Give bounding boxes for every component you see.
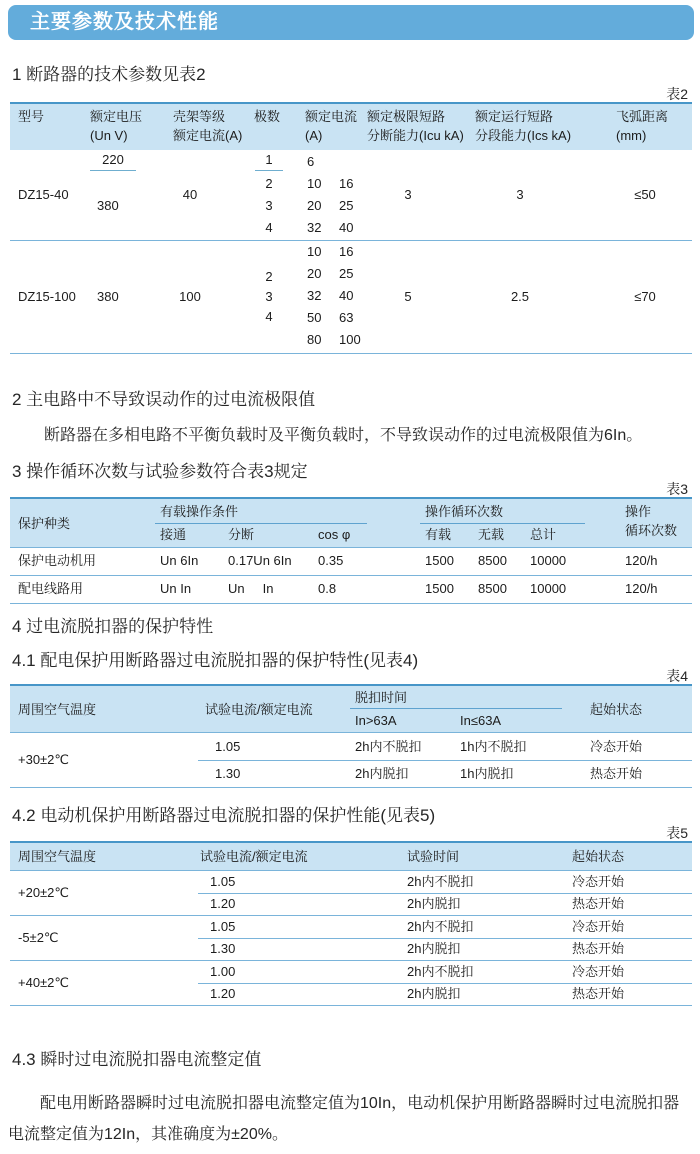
cell-icu: 5 [404,289,412,304]
cell: 冷态开始 [572,964,625,979]
cell: Un In [160,581,192,596]
sub-header-break: 分断 [228,527,255,542]
col-header-type: 保护种类 [18,516,71,531]
col-header-state: 起始状态 [590,702,643,717]
cell-current: 16 [339,176,354,191]
cell-current: 32 [307,220,322,235]
table-3-row [10,576,692,603]
table-3 [10,497,692,604]
section-4-3-heading: 4.3 瞬时过电流脱扣器电流整定值 [12,1050,262,1069]
table-2-row-dz15-40 [10,150,692,240]
cell: 1.00 [210,964,236,979]
cell-current: 10 [307,244,322,259]
col-header-temp: 周围空气温度 [18,849,97,864]
cell: 1500 [425,553,454,568]
cell-current: 40 [339,220,354,235]
cell: 冷态开始 [572,919,625,934]
cell-current: 10 [307,176,322,191]
sub-header-noload: 无载 [478,527,505,542]
cell-current: 25 [339,266,354,281]
table-3-label: 表3 [666,481,688,497]
cell: 1.20 [210,896,236,911]
table-5-label: 表5 [666,825,688,841]
table-4 [10,684,692,788]
table-2-row-dz15-100 [10,241,692,353]
cell: 2h内不脱扣 [407,964,474,979]
table-2-label: 表2 [666,86,688,102]
col-header: 额定电压 (Un V) [90,109,143,143]
sub-header-cos: cos φ [318,527,351,542]
cell-voltage: 380 [97,289,119,304]
cell: 120/h [625,553,658,568]
table-5-header [10,843,692,870]
cell: 120/h [625,581,658,596]
cell-current: 6 [307,154,315,169]
col-header: 极数 [254,109,281,124]
cell: 10000 [530,581,567,596]
cell-ics: 3 [516,187,524,202]
table-3-header [10,499,692,547]
cell: Un In [228,581,274,596]
cell-temp: +40±2℃ [18,975,70,990]
cell-temp: +20±2℃ [18,885,70,900]
cell: 1h内不脱扣 [460,739,527,754]
divider [10,603,692,604]
group-underline [420,523,585,524]
cell: 1500 [425,581,454,596]
cell: 保护电动机用 [18,553,97,568]
divider [198,983,692,984]
col-header-state: 起始状态 [572,849,625,864]
cell-pole: 3 [265,198,273,213]
cell: 冷态开始 [590,739,643,754]
cell-poles: 2 3 4 [265,269,273,324]
section-4-2-heading: 4.2 电动机保护用断路器过电流脱扣器的保护性能(见表5) [12,806,436,825]
divider [10,787,692,788]
table-5-group [10,916,692,960]
cell: 2h内脱扣 [407,986,461,1001]
cell-pole: 4 [265,220,273,235]
cell-current: 80 [307,332,322,347]
cell-frame: 100 [179,289,201,304]
section-2-body: 断路器在多相电路不平衡负载时及平衡负载时，不导致误动作的过电流极限值为6In。 [44,427,643,444]
group-header-cycles: 操作循环次数 [425,504,504,519]
cell-current: 32 [307,288,322,303]
section-1-heading: 1 断路器的技术参数见表2 [12,65,206,84]
group-underline [155,523,367,524]
section-3-heading: 3 操作循环次数与试验参数符合表3规定 [12,462,308,481]
cell: 8500 [478,553,507,568]
section-4-3-body: 配电用断路器瞬时过电流脱扣器电流整定值为10In，电动机保护用断路器瞬时过电流脱扣器电流整定值为12In，其准确度为±20%。 [8,1095,680,1143]
table-4-header [10,686,692,732]
col-header-temp: 周围空气温度 [18,702,97,717]
cell: 热态开始 [572,941,625,956]
cell: 1.30 [215,766,241,781]
cell: 1.05 [210,919,236,934]
cell: 1h内脱扣 [460,766,514,781]
cell: 2h内脱扣 [407,896,461,911]
cell-frame: 40 [182,187,198,202]
table-3-row [10,548,692,575]
group-header-trip-time: 脱扣时间 [355,690,408,705]
col-header-rate: 操作 循环次数 [625,504,678,538]
page-title-banner: 主要参数及技术性能 [8,5,694,40]
cell-icu: 3 [404,187,412,202]
table-4-label: 表4 [666,668,688,684]
section-4-heading: 4 过电流脱扣器的保护特性 [12,617,214,636]
cell-arc: ≤50 [634,187,656,202]
cell: 1.05 [215,739,241,754]
col-header-ratio: 试验电流/额定电流 [205,702,313,717]
cell: 2h内不脱扣 [407,874,474,889]
divider [198,938,692,939]
col-header: 额定运行短路 分段能力(Ics kA) [475,109,572,143]
cell-model: DZ15-100 [18,289,76,304]
cell: 热态开始 [572,896,625,911]
cell-pole: 1 [255,151,283,171]
col-header-ratio: 试验电流/额定电流 [200,849,308,864]
divider [10,353,692,354]
cell-current: 63 [339,310,354,325]
table-4-rows [10,733,692,787]
cell-temp: +30±2℃ [18,752,70,767]
section-4-1-heading: 4.1 配电保护用断路器过电流脱扣器的保护特性(见表4) [12,651,419,670]
cell-ics: 2.5 [510,289,530,304]
cell: 2h内脱扣 [407,941,461,956]
col-header: 飞弧距离 (mm) [616,109,669,143]
divider [198,893,692,894]
cell-arc: ≤70 [634,289,656,304]
cell: 0.17Un 6In [228,553,292,568]
cell-current: 16 [339,244,354,259]
cell: 0.8 [318,581,337,596]
cell: Un 6In [160,553,199,568]
table-2-header [10,104,692,150]
cell: 2h内不脱扣 [355,739,422,754]
cell-model: DZ15-40 [18,187,69,202]
sub-header-gt63: In>63A [355,713,397,728]
cell: 热态开始 [572,986,625,1001]
cell-current: 20 [307,266,322,281]
cell-current: 50 [307,310,322,325]
cell: 8500 [478,581,507,596]
table-2 [10,102,692,354]
divider [10,1005,692,1006]
cell-current: 40 [339,288,354,303]
cell-pole: 2 [265,176,273,191]
cell: 冷态开始 [572,874,625,889]
cell: 2h内脱扣 [355,766,409,781]
table-5-group [10,871,692,915]
cell-temp: -5±2℃ [18,930,59,945]
cell: 1.30 [210,941,236,956]
table-5-group [10,961,692,1005]
cell-voltage-380: 380 [97,198,119,213]
cell: 1.05 [210,874,236,889]
cell: 热态开始 [590,766,643,781]
cell-current: 25 [339,198,354,213]
cell: 0.35 [318,553,344,568]
cell-voltage-220: 220 [90,151,136,171]
divider [198,760,692,761]
cell: 配电线路用 [18,581,84,596]
cell-current: 100 [339,332,361,347]
cell-current: 20 [307,198,322,213]
col-header: 壳架等级 额定电流(A) [173,109,243,143]
cell: 2h内不脱扣 [407,919,474,934]
col-header: 型号 [18,109,45,124]
col-header-time: 试验时间 [407,849,460,864]
section-2-heading: 2 主电路中不导致误动作的过电流极限值 [12,390,316,409]
table-5 [10,841,692,1006]
cell: 1.20 [210,986,236,1001]
group-underline [350,708,562,709]
col-header: 额定极限短路 分断能力(Icu kA) [367,109,464,143]
sub-header-le63: In≤63A [460,713,502,728]
group-header-load: 有载操作条件 [160,504,239,519]
sub-header-loaded: 有载 [425,527,452,542]
col-header: 额定电流 (A) [305,109,358,143]
sub-header-on: 接通 [160,527,187,542]
sub-header-total: 总计 [530,527,557,542]
cell: 10000 [530,553,567,568]
